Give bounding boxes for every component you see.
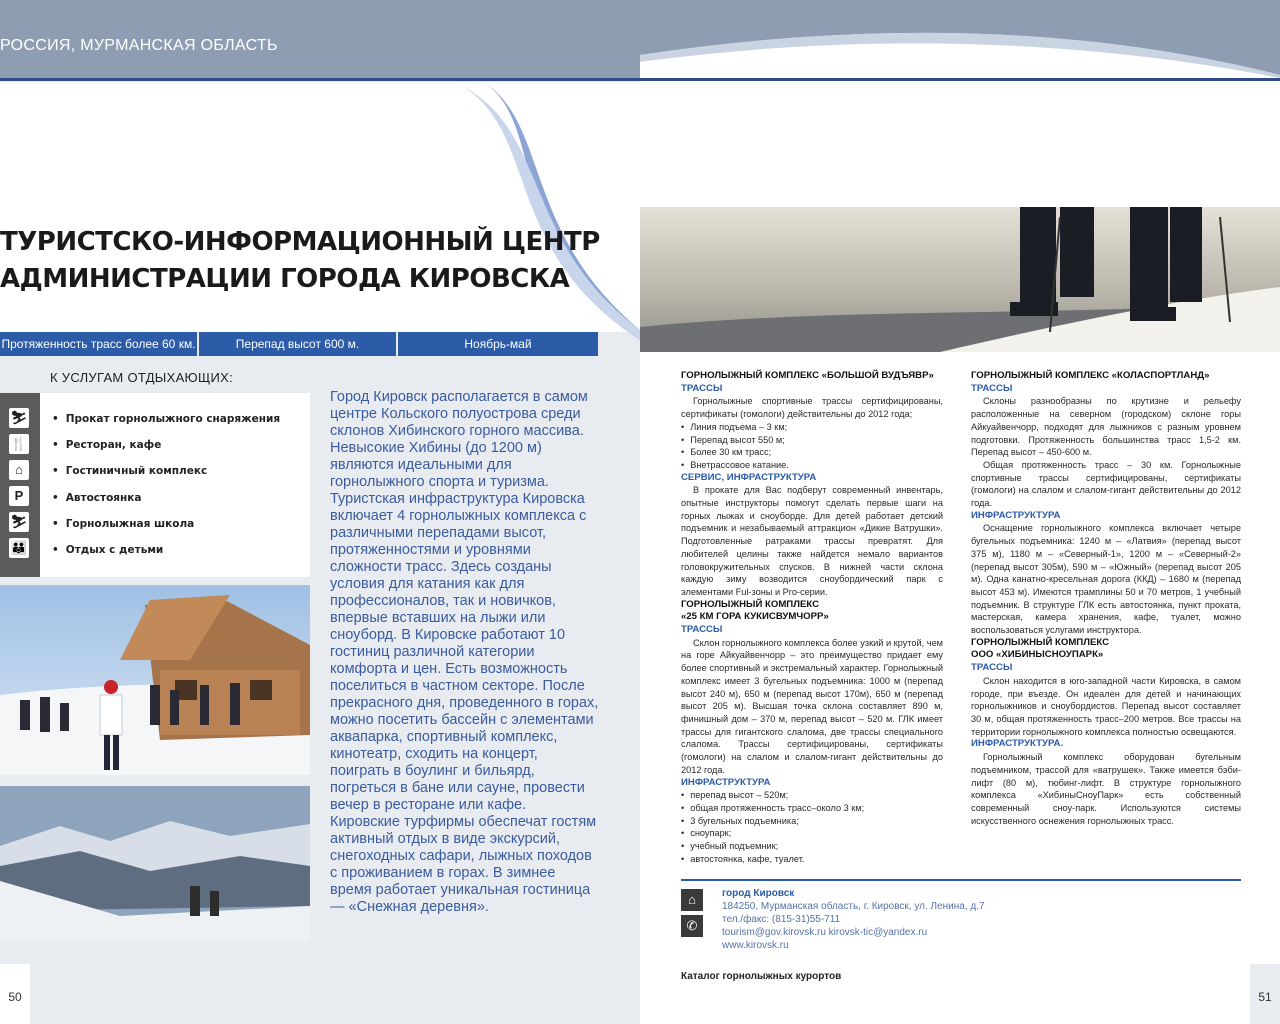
resort-heading: ООО «ХИБИНЫСНОУПАРК» [971,649,1104,661]
title-line-1: ТУРИСТСКО-ИНФОРМАЦИОННЫЙ ЦЕНТР [0,227,600,257]
service-item: • Ресторан, кафе [52,437,280,463]
list-item: • 3 бугельных подъемника; [681,815,943,828]
restaurant-icon: 🍴 [9,434,29,454]
paragraph: Оснащение горнолыжного комплекса включает четыре бугельных подъемника: 1240 м – «Латвия» (перепад высот 375 м), 1180 м – «Северный-1», 1200 м – «Северный-2» (перепад высот 305м), 590 м – «Южный» (перепад высот 205 м). Одна канатно-кресельная дорога (ККД) – 1680 м (перепад высот 453 м). Имеются трамплины 50 и 70 метров, 1 учебный подъемник. В структуре ГЛК есть автостоянка, пункт проката, мастерская, камера хранения, кафе, туалет, можно воспользоваться услугами инструктора. [971,523,1241,636]
paragraph: Склоны разнообразны по крутизне и рельефу расположенные на северном (городском) склоне горы Айкуайвенчорр, подходят для лыжников с разным уровнем подготовки. Протяженность большинства трасс 1,5-2 км. Перепад высот – 450-600 м. [971,396,1241,458]
section-heading: ИНФРАСТРУКТУРА [681,776,771,788]
list-item: • учебный подъемник; [681,840,943,853]
stat-length: Протяженность трасс более 60 км. [0,332,199,356]
services-box [0,393,310,577]
service-item: • Гостиничный комплекс [52,463,280,489]
paragraph: Горнолыжные спортивные трассы сертифицированы, сертификаты (гомологи) действительны до 2012 года; [681,396,943,420]
resort-heading: ГОРНОЛЫЖНЫЙ КОМПЛЕКС «КОЛАСПОРТЛАНД» [971,370,1210,381]
bullet-list [681,421,943,472]
paragraph: В прокате для Вас подберут современный инвентарь, опытные инструкторы помогут сделать первые шаги на горных лыжах и сноуборде. Для детей работает детский подъемник и незабываемый аттракцион «Дикие Ватрушки». Подготовленные ратраками трассы превратят. Для любителей целины также найдется немало вариантов головокружительных спусков. В нижней части склона каждую зиму возводится сноубордический парк с элементами Ful-зоны и Pro-серии. [681,485,943,597]
region-header: РОССИЯ, МУРМАНСКАЯ ОБЛАСТЬ [0,37,278,54]
contact-address: 184250, Мурманская область, г. Кировск, ул. Ленина, д.7 [722,901,985,912]
services-list [52,411,280,568]
services-icon-column [0,393,40,577]
resort-heading: ГОРНОЛЫЖНЫЙ КОМПЛЕКС [681,598,819,610]
parking-icon: P [9,486,29,506]
section-heading: СЕРВИС, ИНФРАСТРУКТУРА [681,471,817,483]
contact-divider [681,879,1241,881]
service-item: • Автостоянка [52,490,280,516]
home-icon: ⌂ [681,889,703,911]
hotel-icon: ⌂ [9,460,29,480]
page-title [0,224,600,298]
list-item: • сноупарк; [681,827,943,840]
list-item: • перепад высот – 520м; [681,789,943,802]
service-item: • Отдых с детьми [52,542,280,568]
contact-phone: тел./факс: (815-31)55-711 [722,914,841,925]
skiers-photo [640,207,1280,352]
ski-rental-icon: ⛷ [9,408,29,428]
section-heading: ТРАССЫ [971,382,1013,394]
catalog-footer: Каталог горнолыжных курортов [681,971,842,982]
page-number-right: 51 [1250,964,1280,1024]
resort-heading: «25 КМ ГОРА КУКИСВУМЧОРР» [681,611,829,623]
paragraph: Склон горнолыжного комплекса более узкий и крутой, чем на горе Айкуайвенчорр – это преимущество придает ему более спортивный и экстремальный характер. Горнолыжный комплекс имеет 3 бугельных подъемника: 1000 м (перепад высот 240 м), 650 м (перепад высот 170м), 650 м (перепад высот 205 м). Высшая точка склона составляет 890 м, финишный дом – 370 м, перепад высот – 520 м. ГЛК имеет трассы для гигантского слалома, две трассы специального слалома. Трассы сертифицированы, сертификаты (гомологи) на слалом и слалом-гигант действительны до 2012 года. [681,637,943,775]
phone-icon: ✆ [681,915,703,937]
stat-elevation: Перепад высот 600 м. [199,332,398,356]
cabin-photo [0,585,310,775]
services-heading: К УСЛУГАМ ОТДЫХАЮЩИХ: [50,370,233,385]
header-rule [640,78,1280,81]
service-item: • Прокат горнолыжного снаряжения [52,411,280,437]
resort-heading: ГОРНОЛЫЖНЫЙ КОМПЛЕКС [971,636,1109,648]
section-heading: ТРАССЫ [971,662,1013,674]
resort-column-a [681,370,943,865]
ski-school-icon: ⛷ [9,512,29,532]
paragraph: Горнолыжный комплекс оборудован бугельным подъемником, трассой для «ватрушек». Также имеется бэби-лифт (80 м), тюбинг-лифт. В структуре горнолыжного комплекса «ХибиныСноуПарк» есть собственный современный сноу-парк. Используются системы искусственного оснежения горнолыжных трасс. [971,752,1241,826]
mountain-photo [0,786,310,941]
contact-city: город Кировск [722,888,795,899]
list-item: • автостоянка, кафе, туалет. [681,853,943,866]
title-line-2: АДМИНИСТРАЦИИ ГОРОДА КИРОВСКА [0,264,570,294]
list-item: • Внетрассовое катание. [681,459,943,472]
resort-heading: ГОРНОЛЫЖНЫЙ КОМПЛЕКС «БОЛЬШОЙ ВУДЪЯВР» [681,370,934,381]
list-item: • Линия подъема – 3 км; [681,421,943,434]
decorative-swoosh [460,80,640,340]
resort-column-b [971,370,1241,827]
contact-block [722,887,985,952]
section-heading: ИНФРАСТРУКТУРА. [971,738,1064,750]
paragraph: Общая протяженность трасс – 30 км. Горнолыжные спортивные трассы сертифицированы, сертификаты (гомологи) на слалом и слалом-гигант действительны до 2012 года. [971,459,1241,509]
stat-season: Ноябрь-май [464,337,532,351]
intro-text: Город Кировск располагается в самом центре Кольского полуострова среди склонов Хибинского горного массива. Невысокие Хибины (до 1200 м) являются идеальными для горнолыжного спорта и туризма. Туристская инфраструктура Кировска включает 4 горнолыжных комплекса с различными перепадами высот, протяженностями и уровнями сложности трасс. Здесь созданы условия для катания как для профессионалов, так и новичков, впервые вставших на лыжи или сноуборд. В Кировске работают 10 гостиниц различной категории комфорта и цен. Есть возможность поселиться в частном секторе. После прекрасного дня, проведенного в горах, можно посетить бассейн с элементами аквапарка, спортивный комплекс, кинотеатр, сходить на концерт, поиграть в боулинг и бильярд, погреться в бане или сауне, провести вечер в ресторане или кафе. Кировские турфирмы обеспечат гостям активный отдых в виде экскурсий, снегоходных сафари, лыжных походов с проживанием в горах. В зимнее время работает уникальная гостиница — «Снежная деревня». [330,389,599,915]
right-page [640,0,1280,1024]
stats-bar [0,332,598,356]
decorative-swoosh [640,0,1280,80]
list-item: • общая протяженность трасс–около 3 км; [681,802,943,815]
service-item: • Горнолыжная школа [52,516,280,542]
section-heading: ТРАССЫ [681,624,723,636]
section-heading: ТРАССЫ [681,382,723,394]
section-heading: ИНФРАСТРУКТУРА [971,509,1061,521]
list-item: • Перепад высот 550 м; [681,434,943,447]
contact-email[interactable]: tourism@gov.kirovsk.ru kirovsk-tic@yandex.ru [722,927,928,938]
list-item: • Более 30 км трасс; [681,446,943,459]
page-number-left: 50 [0,964,30,1024]
left-header-band [0,0,640,80]
contact-website[interactable]: www.kirovsk.ru [722,940,789,951]
bullet-list [681,789,943,865]
paragraph: Склон находится в юго-западной части Кировска, в самом городе, при въезде. Он идеален для детей и начинающих горнолыжников и сноубордистов. Перепад высот составляет 30 м, общая протяженность трасс–200 метров. Все трассы на территории горнолыжного комплекса полностью освещаются. [971,675,1241,737]
family-icon: 👪 [9,538,29,558]
